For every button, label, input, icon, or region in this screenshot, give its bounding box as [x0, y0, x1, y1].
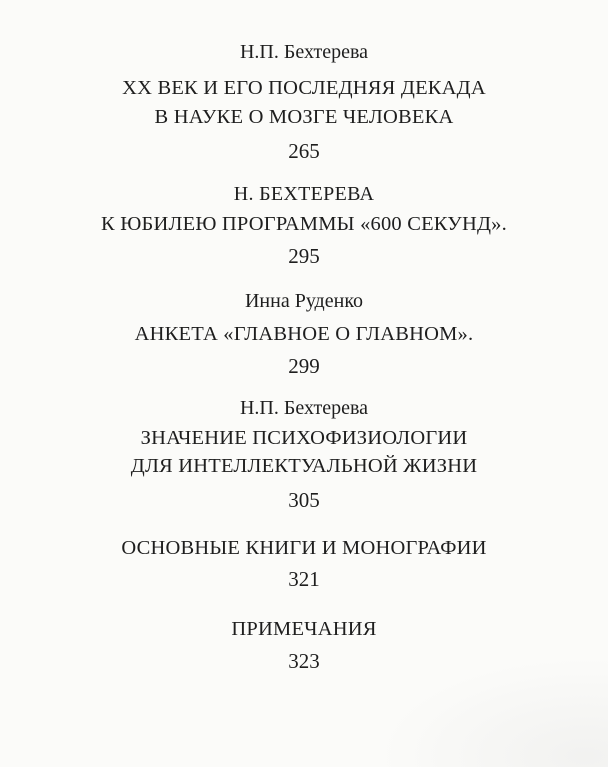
toc-entry-1-author: Н.П. Бехтерева — [239, 41, 369, 63]
toc-entry-2-page-number: 295 — [288, 244, 320, 268]
toc-entry-5-page-number: 321 — [288, 567, 320, 591]
toc-entry-6-page-number: 323 — [288, 649, 320, 673]
toc-entry-4-title-line-2: ДЛЯ ИНТЕЛЛЕКТУАЛЬНОЙ ЖИЗНИ — [130, 455, 478, 477]
toc-entry-3-title-line-1: АНКЕТА «ГЛАВНОЕ О ГЛАВНОМ». — [134, 323, 474, 345]
toc-entry-2-author: Н. БЕХТЕРЕВА — [233, 183, 375, 205]
toc-entry-1-page-number: 265 — [288, 139, 320, 163]
toc-entry-1-title-line-1: XX ВЕК И ЕГО ПОСЛЕДНЯЯ ДЕКАДА — [122, 77, 486, 99]
toc-entry-2-title-line-1: К ЮБИЛЕЮ ПРОГРАММЫ «600 СЕКУНД». — [101, 213, 507, 235]
toc-entry-4-title-line-1: ЗНАЧЕНИЕ ПСИХОФИЗИОЛОГИИ — [140, 427, 468, 449]
toc-entry-4-author: Н.П. Бехтерева — [239, 397, 369, 419]
paper-shadow — [378, 657, 608, 767]
toc-entry-3-page-number: 299 — [288, 354, 320, 378]
toc-entry-3-author: Инна Руденко — [244, 290, 364, 312]
toc-entry-6-title-line-1: ПРИМЕЧАНИЯ — [231, 618, 377, 640]
toc-entry-1-title-line-2: В НАУКЕ О МОЗГЕ ЧЕЛОВЕКА — [154, 106, 454, 128]
toc-entry-4-page-number: 305 — [288, 488, 320, 512]
toc-entry-5-title-line-1: ОСНОВНЫЕ КНИГИ И МОНОГРАФИИ — [121, 537, 487, 559]
